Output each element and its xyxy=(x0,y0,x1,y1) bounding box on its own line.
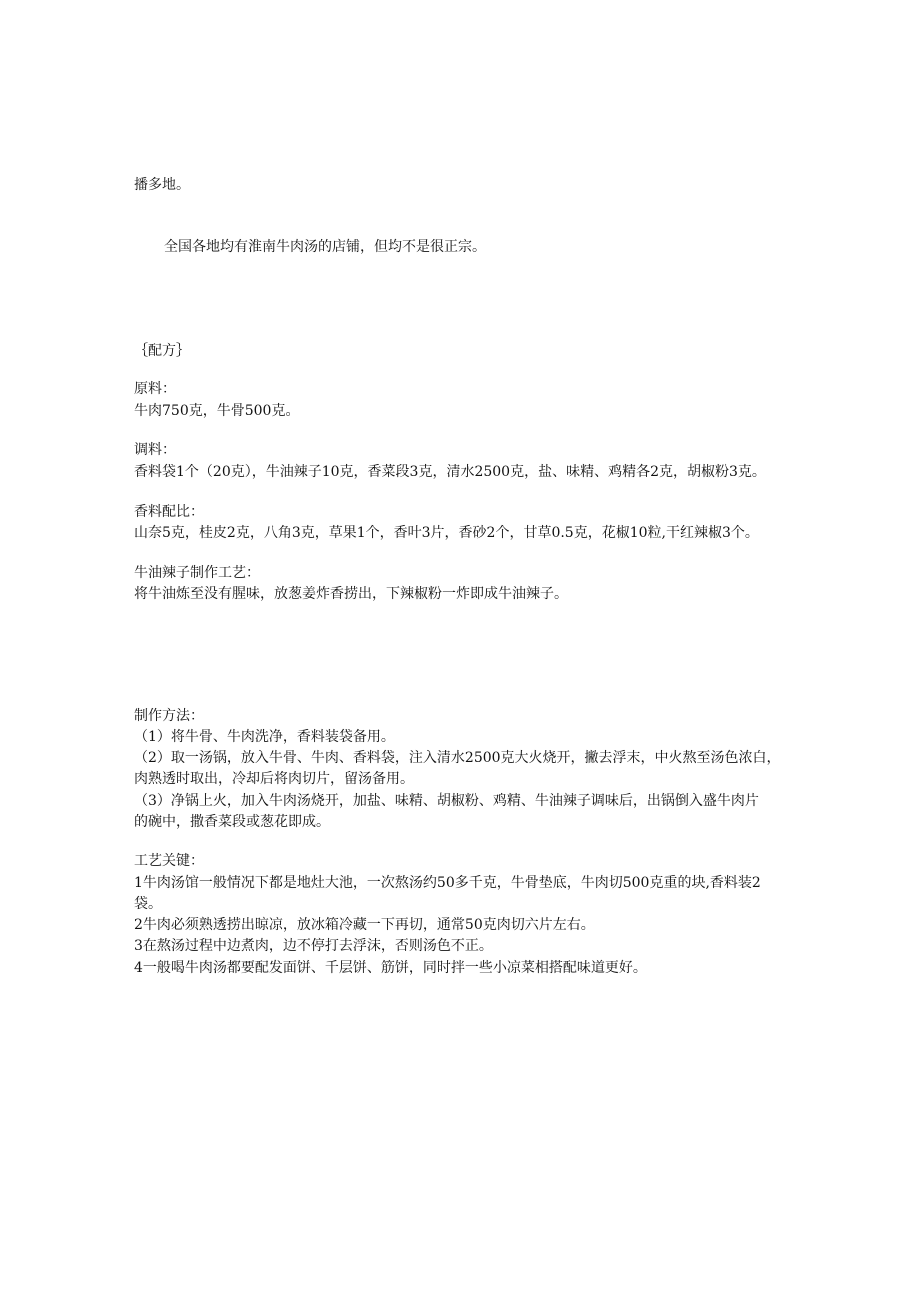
key-3: 3在熬汤过程中边煮肉，边不停打去浮沫，否则汤色不正。 xyxy=(134,938,493,954)
key-2: 2牛肉必须熟透捞出晾凉，放冰箱冷藏一下再切，通常50克肉切六片左右。 xyxy=(134,917,595,933)
spice-ratio-label: 香料配比： xyxy=(134,504,204,520)
chili-oil-label: 牛油辣子制作工艺： xyxy=(134,565,260,581)
chili-oil-text: 将牛油炼至没有腥味，放葱姜炸香捞出，下辣椒粉一炸即成牛油辣子。 xyxy=(134,586,568,602)
keys-label: 工艺关键： xyxy=(134,853,204,869)
key-1b: 袋。 xyxy=(134,896,162,912)
seasonings-text: 香料袋1个（20克），牛油辣子10克，香菜段3克，清水2500克，盐、味精、鸡精各2克，胡椒粉3克。 xyxy=(134,464,766,480)
method-step-2b: 肉熟透时取出，冷却后将肉切片，留汤备用。 xyxy=(134,771,414,787)
intro-line-1: 播多地。 xyxy=(134,177,190,193)
recipe-heading: ｛配方｝ xyxy=(134,343,190,359)
method-step-3b: 的碗中，撒香菜段或葱花即成。 xyxy=(134,814,330,830)
seasonings-label: 调料： xyxy=(134,442,176,458)
main-ingredients-label: 原料： xyxy=(134,381,176,397)
key-4: 4一般喝牛肉汤都要配发面饼、千层饼、筋饼，同时拌一些小凉菜相搭配味道更好。 xyxy=(134,960,647,976)
method-label: 制作方法： xyxy=(134,708,204,724)
method-step-1: （1）将牛骨、牛肉洗净，香料装袋备用。 xyxy=(134,729,395,745)
intro-line-2: 全国各地均有淮南牛肉汤的店铺，但均不是很正宗。 xyxy=(164,239,486,255)
spice-ratio-text: 山奈5克，桂皮2克，八角3克，草果1个，香叶3片，香砂2个，甘草0.5克，花椒10粒,干红辣椒3个。 xyxy=(134,525,759,541)
method-step-2a: （2）取一汤锅，放入牛骨、牛肉、香料袋，注入清水2500克大火烧开，撇去浮末，中火熬至汤色浓白， xyxy=(134,750,781,766)
key-1a: 1牛肉汤馆一般情况下都是地灶大池，一次熬汤约50多千克，牛骨垫底，牛肉切500克重的块,香料装2 xyxy=(134,875,761,891)
method-step-3a: （3）净锅上火，加入牛肉汤烧开，加盐、味精、胡椒粉、鸡精、牛油辣子调味后，出锅倒入盛牛肉片 xyxy=(134,793,759,809)
main-ingredients-text: 牛肉750克，牛骨500克。 xyxy=(134,403,300,419)
